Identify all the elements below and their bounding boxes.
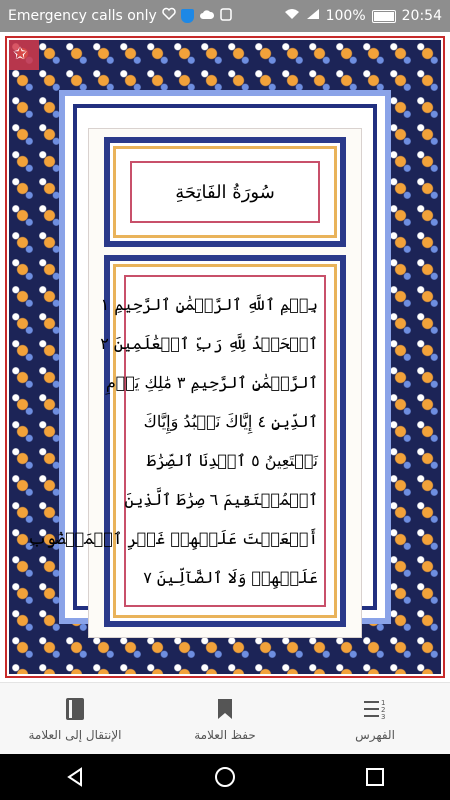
recents-icon[interactable] xyxy=(360,762,390,792)
wifi-icon xyxy=(284,8,300,24)
battery-icon xyxy=(372,10,396,23)
index-button[interactable] xyxy=(300,696,450,742)
svg-text:1: 1 xyxy=(381,698,386,707)
verse-line[interactable]: نَسۡتَعِينُ ٥ ٱهۡدِنَا ٱلصِّرَٰطَ xyxy=(146,451,318,470)
verses-text-area[interactable] xyxy=(27,275,326,607)
battery-percent: 100% xyxy=(325,8,366,24)
save-bookmark-button[interactable] xyxy=(150,696,300,742)
save-bookmark-label: حفظ العلامة xyxy=(194,727,256,742)
heart-icon xyxy=(162,8,176,24)
back-icon[interactable] xyxy=(60,762,90,792)
home-icon[interactable] xyxy=(210,762,240,792)
surah-title-frame xyxy=(104,137,346,247)
system-nav-bar xyxy=(0,754,450,800)
signal-icon xyxy=(306,8,320,24)
mushaf-page[interactable] xyxy=(0,32,450,682)
goto-bookmark-button[interactable] xyxy=(0,696,150,742)
status-bar xyxy=(0,0,450,32)
svg-text:3: 3 xyxy=(381,712,386,721)
shield-icon xyxy=(181,9,194,23)
verse-line[interactable]: بِسۡمِ ٱللَّهِ ٱلرَّحۡمَٰنِ ٱلرَّحِيمِ ١ xyxy=(100,295,318,314)
svg-text:2: 2 xyxy=(381,705,386,714)
clock: 20:54 xyxy=(401,8,442,24)
goto-bookmark-label: الإنتقال إلى العلامة xyxy=(28,727,122,742)
star-icon: ✩ xyxy=(13,44,28,64)
verse-line[interactable]: ٱلدِّينِ ٤ إِيَّاكَ نَعۡبُدُ وَإِيَّاكَ xyxy=(143,412,318,431)
app-notification-icon xyxy=(220,8,232,25)
index-label: الفهرس xyxy=(355,727,395,742)
verse-line[interactable]: أَنۡعَمۡتَ عَلَيۡهِمۡ غَيۡرِ ٱلۡمَغۡضُوبِ xyxy=(27,529,318,548)
verse-line[interactable]: ٱلۡحَمۡدُ لِلَّهِ رَبِّ ٱلۡعَٰلَمِينَ ٢ xyxy=(100,334,318,353)
cloud-icon xyxy=(199,8,215,24)
bottom-nav xyxy=(0,682,450,754)
surah-title: سُورَةُ الفَاتِحَةِ xyxy=(175,181,275,203)
numbered-list-icon xyxy=(362,696,388,722)
book-icon xyxy=(62,696,88,722)
verse-line[interactable]: ٱلۡمُسۡتَقِيمَ ٦ صِرَٰطَ ٱلَّذِينَ xyxy=(124,490,318,509)
verses-frame xyxy=(27,255,346,627)
verse-line[interactable]: عَلَيۡهِمۡ وَلَا ٱلضَّآلِّينَ ٧ xyxy=(143,568,318,587)
bookmark-icon xyxy=(212,696,238,722)
carrier-text: Emergency calls only xyxy=(8,8,157,24)
verse-line[interactable]: ٱلرَّحۡمَٰنِ ٱلرَّحِيمِ ٣ مَٰلِكِ يَوۡمِ xyxy=(105,373,318,392)
surah-title-inner xyxy=(130,161,320,223)
